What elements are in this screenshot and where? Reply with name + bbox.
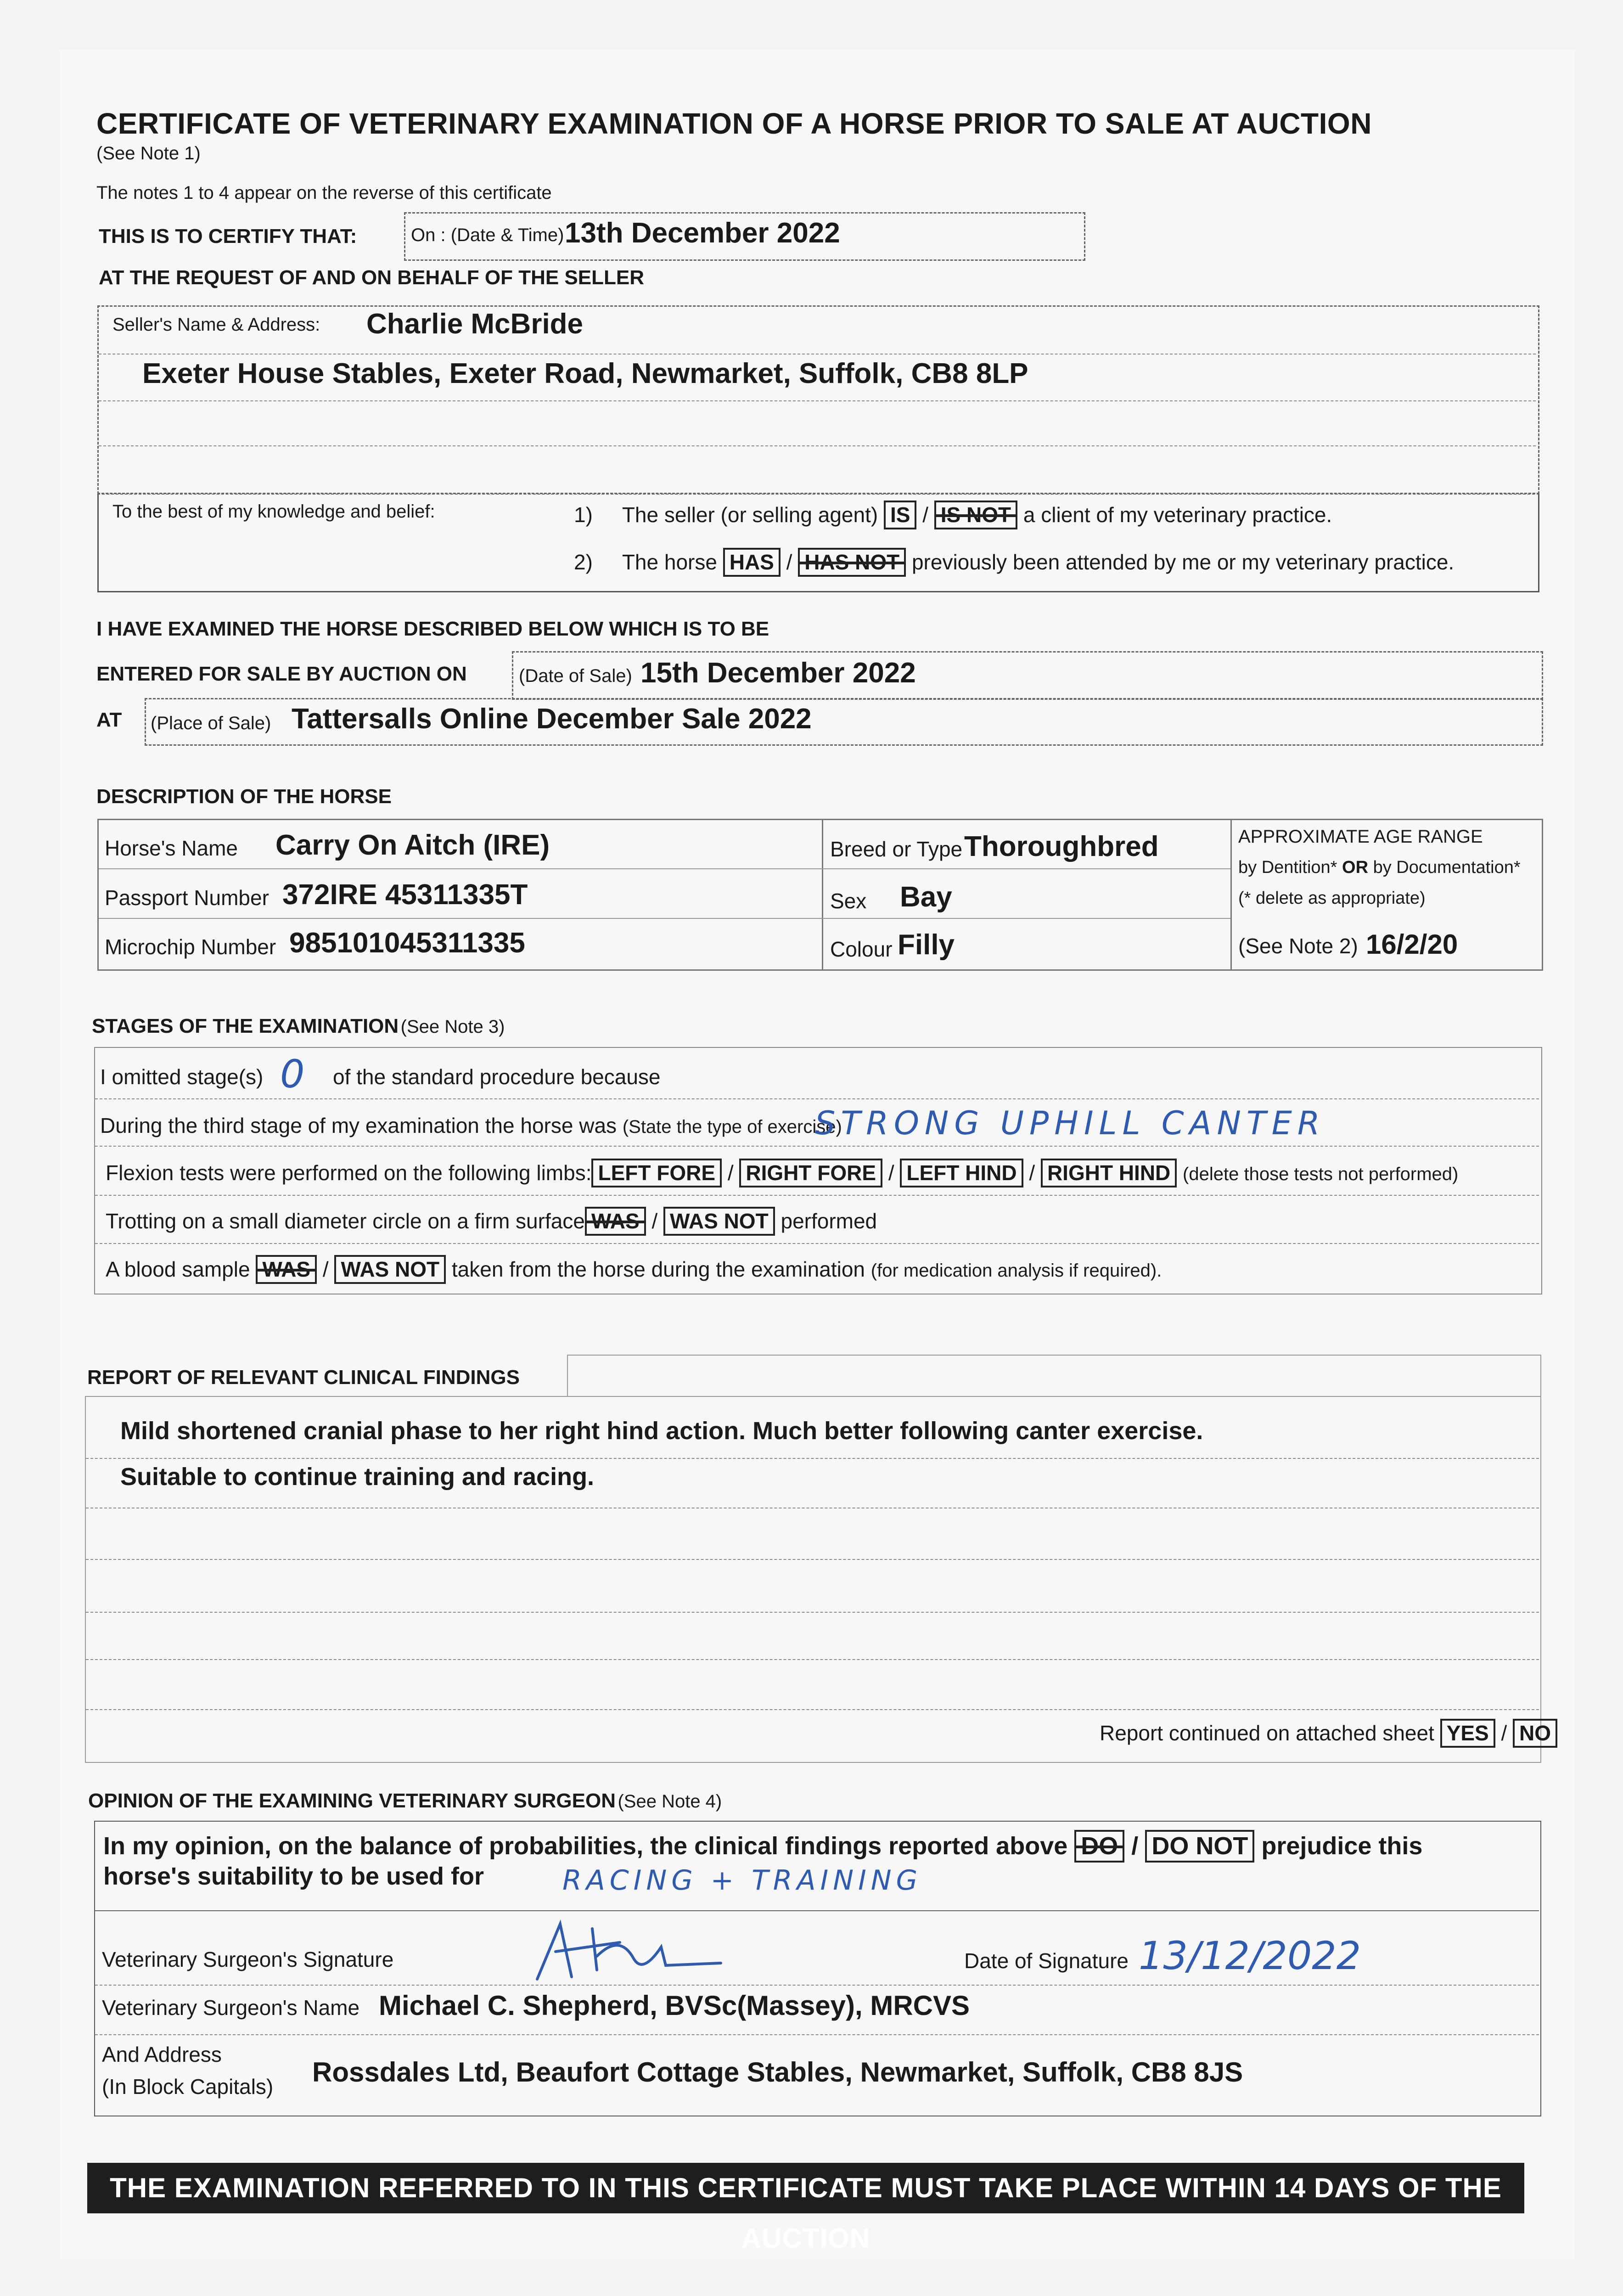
- sale-date-label: (Date of Sale): [519, 666, 632, 686]
- age-see-note: (See Note 2): [1238, 934, 1358, 958]
- report-heading-box: [567, 1355, 1541, 1397]
- age-delete-note: (* delete as appropriate): [1238, 889, 1426, 908]
- vet-name-label: Veterinary Surgeon's Name: [102, 1996, 360, 2020]
- colour-label: Colour: [830, 937, 893, 961]
- third-stage-label: During the third stage of my examination the horse was (State the type of exercise): [100, 1114, 842, 1137]
- stages-heading: STAGES OF THE EXAMINATION (See Note 3): [92, 1015, 505, 1037]
- footer-banner: THE EXAMINATION REFERRED TO IN THIS CERTIFICATE MUST TAKE PLACE WITHIN 14 DAYS OF THE AUCTION: [87, 2163, 1524, 2213]
- horse-name-value: Carry On Aitch (IRE): [275, 829, 550, 861]
- notes-line: The notes 1 to 4 appear on the reverse of this certificate: [96, 183, 552, 203]
- blood-line: A blood sample WAS / WAS NOT taken from the horse during the examination (for medication analysis if required).: [106, 1255, 1162, 1284]
- trot-was-option-deleted: WAS: [585, 1207, 646, 1236]
- horse-has-option: HAS: [723, 548, 781, 577]
- microchip-value: 985101045311335: [289, 927, 525, 959]
- signature-icon: [528, 1915, 735, 1984]
- seller-name: Charlie McBride: [366, 308, 584, 340]
- report-line-2: Suitable to continue training and racing.: [120, 1463, 595, 1491]
- omitted-value: 0: [280, 1052, 305, 1097]
- age-method: by Dentition* OR by Documentation*: [1238, 858, 1521, 877]
- certify-label: THIS IS TO CERTIFY THAT:: [99, 225, 357, 248]
- sale-date-value: 15th December 2022: [640, 657, 916, 689]
- opinion-use-value: RACING + TRAINING: [562, 1864, 922, 1896]
- seller-address: Exeter House Stables, Exeter Road, Newmarket, Suffolk, CB8 8LP: [142, 358, 1028, 389]
- report-continued-no: NO: [1513, 1719, 1557, 1748]
- vet-name-value: Michael C. Shepherd, BVSc(Massey), MRCVS: [379, 1990, 970, 2021]
- knowledge-item-1: 1) The seller (or selling agent) IS / IS NOT a client of my veterinary practice.: [574, 501, 1332, 529]
- signature-date-label: Date of Signature: [964, 1949, 1129, 1973]
- trot-was-not-option: WAS NOT: [663, 1207, 775, 1236]
- opinion-do-option-deleted: DO: [1074, 1830, 1124, 1863]
- sex-value: Bay: [900, 881, 952, 913]
- vet-address-label-2: (In Block Capitals): [102, 2075, 274, 2099]
- sale-place-value: Tattersalls Online December Sale 2022: [292, 703, 812, 735]
- report-box: [85, 1396, 1541, 1763]
- certify-on-value: 13th December 2022: [565, 217, 840, 249]
- passport-label: Passport Number: [105, 886, 269, 910]
- breed-label: Breed or Type: [830, 837, 963, 861]
- knowledge-label: To the best of my knowledge and belief:: [112, 501, 435, 522]
- passport-value: 372IRE 45311335T: [282, 879, 528, 911]
- request-label: AT THE REQUEST OF AND ON BEHALF OF THE SELLER: [99, 266, 644, 289]
- sale-at-label: AT: [96, 709, 122, 731]
- entered-label: ENTERED FOR SALE BY AUCTION ON: [96, 663, 467, 685]
- vet-address-value: Rossdales Ltd, Beaufort Cottage Stables, Newmarket, Suffolk, CB8 8JS: [312, 2057, 1243, 2088]
- microchip-label: Microchip Number: [105, 935, 276, 959]
- opinion-heading: OPINION OF THE EXAMINING VETERINARY SURGEON (See Note 4): [88, 1790, 722, 1812]
- signature-label: Veterinary Surgeon's Signature: [102, 1947, 394, 1971]
- blood-was-option-deleted: WAS: [256, 1255, 317, 1284]
- horse-name-label: Horse's Name: [105, 836, 238, 860]
- sale-place-label: (Place of Sale): [151, 713, 271, 733]
- opinion-text-line-2: horse's suitability to be used for: [103, 1863, 484, 1890]
- report-heading: REPORT OF RELEVANT CLINICAL FINDINGS: [87, 1366, 520, 1389]
- vet-address-label-1: And Address: [102, 2043, 222, 2066]
- third-stage-value: STRONG UPHILL CANTER: [815, 1104, 1325, 1142]
- signature-date-value: 13/12/2022: [1139, 1933, 1361, 1978]
- report-continued-yes: YES: [1440, 1719, 1495, 1748]
- description-heading: DESCRIPTION OF THE HORSE: [96, 785, 392, 808]
- trot-line: Trotting on a small diameter circle on a firm surface WAS / WAS NOT performed: [106, 1207, 877, 1236]
- age-value: 16/2/20: [1366, 929, 1458, 960]
- sex-label: Sex: [830, 889, 867, 913]
- document-title: CERTIFICATE OF VETERINARY EXAMINATION OF A HORSE PRIOR TO SALE AT AUCTION: [96, 107, 1372, 140]
- blood-was-not-option: WAS NOT: [334, 1255, 446, 1284]
- flexion-line: Flexion tests were performed on the following limbs: LEFT FORE / RIGHT FORE / LEFT HIND / RIGHT HIND (delete those tests not performed): [106, 1159, 1458, 1187]
- report-continued: Report continued on attached sheet YES / NO: [1100, 1719, 1557, 1748]
- age-heading: APPROXIMATE AGE RANGE: [1238, 827, 1483, 847]
- seller-label: Seller's Name & Address:: [112, 315, 320, 335]
- opinion-do-not-option: DO NOT: [1145, 1830, 1254, 1863]
- colour-value: Filly: [898, 929, 955, 961]
- knowledge-item-2: 2) The horse HAS / HAS NOT previously been attended by me or my veterinary practice.: [574, 548, 1454, 577]
- certify-on-label: On : (Date & Time): [411, 225, 564, 245]
- title-see-note: (See Note 1): [96, 143, 201, 163]
- horse-has-not-option-deleted: HAS NOT: [798, 548, 906, 577]
- breed-value: Thoroughbred: [964, 831, 1159, 862]
- seller-is-not-option-deleted: IS NOT: [934, 501, 1017, 529]
- omitted-label: I omitted stage(s): [100, 1065, 264, 1089]
- report-line-1: Mild shortened cranial phase to her right hind action. Much better following canter exercise.: [120, 1417, 1203, 1445]
- omitted-post: of the standard procedure because: [333, 1065, 661, 1089]
- opinion-text-line-1: In my opinion, on the balance of probabilities, the clinical findings reported above DO / DO NOT prejudice this: [103, 1830, 1422, 1863]
- examined-label: I HAVE EXAMINED THE HORSE DESCRIBED BELOW WHICH IS TO BE: [96, 618, 769, 640]
- seller-is-option: IS: [884, 501, 916, 529]
